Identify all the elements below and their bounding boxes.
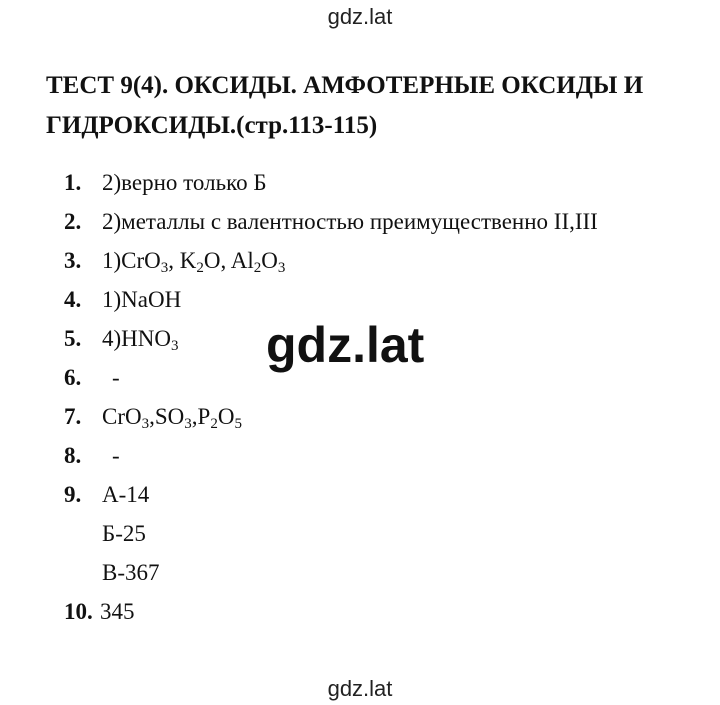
answer-text: 2)металлы с валентностью преимущественно II,III <box>102 209 598 234</box>
answer-item-9 <box>64 475 598 514</box>
answer-text: 1)NaOH <box>102 287 182 312</box>
answer-number: 9. <box>64 482 82 507</box>
answer-item-9c <box>64 553 598 592</box>
answer-number: 3. <box>64 248 82 273</box>
answer-number: 1. <box>64 170 82 195</box>
answer-item-8 <box>64 436 598 475</box>
answer-number: 5. <box>64 326 82 351</box>
answer-text: $CrO_3,SO_3,P_2O_5$ <box>102 404 242 432</box>
answer-text: А-14 <box>102 482 150 507</box>
answer-item-4 <box>64 280 598 319</box>
answer-item-9b <box>64 514 598 553</box>
answer-text: 345 <box>100 599 135 624</box>
watermark-center: gdz.lat <box>266 317 425 373</box>
answer-text: 1)CrO$_3$, $K_2O$, $Al_2O_3$ <box>102 248 286 276</box>
answer-number: 10. <box>64 599 93 624</box>
answer-item-7 <box>64 397 598 436</box>
answer-text: $4)HNO_3$ <box>102 326 179 354</box>
answer-number: 8. <box>64 443 82 468</box>
answer-item-10 <box>64 592 598 631</box>
answer-text: Б-25 <box>102 521 146 546</box>
answer-item-1 <box>64 163 598 202</box>
answer-list <box>64 163 598 631</box>
answer-number: 4. <box>64 287 82 312</box>
answer-text: - <box>112 365 120 390</box>
answer-number: 6. <box>64 365 82 390</box>
watermark-top: gdz.lat <box>327 4 393 29</box>
answer-text: 2)верно только Б <box>102 170 267 195</box>
answer-number: 2. <box>64 209 82 234</box>
answer-item-3 <box>64 241 598 280</box>
answer-item-2 <box>64 202 598 241</box>
answer-text: - <box>112 443 120 468</box>
answer-number: 7. <box>64 404 82 429</box>
answer-text: В-367 <box>102 560 160 585</box>
page-title: ТЕСТ 9(4). ОКСИДЫ. АМФОТЕРНЫЕ ОКСИДЫ И ГИДРОКСИДЫ.(стр.113-115) <box>46 72 644 139</box>
watermark-bottom: gdz.lat <box>327 676 393 701</box>
